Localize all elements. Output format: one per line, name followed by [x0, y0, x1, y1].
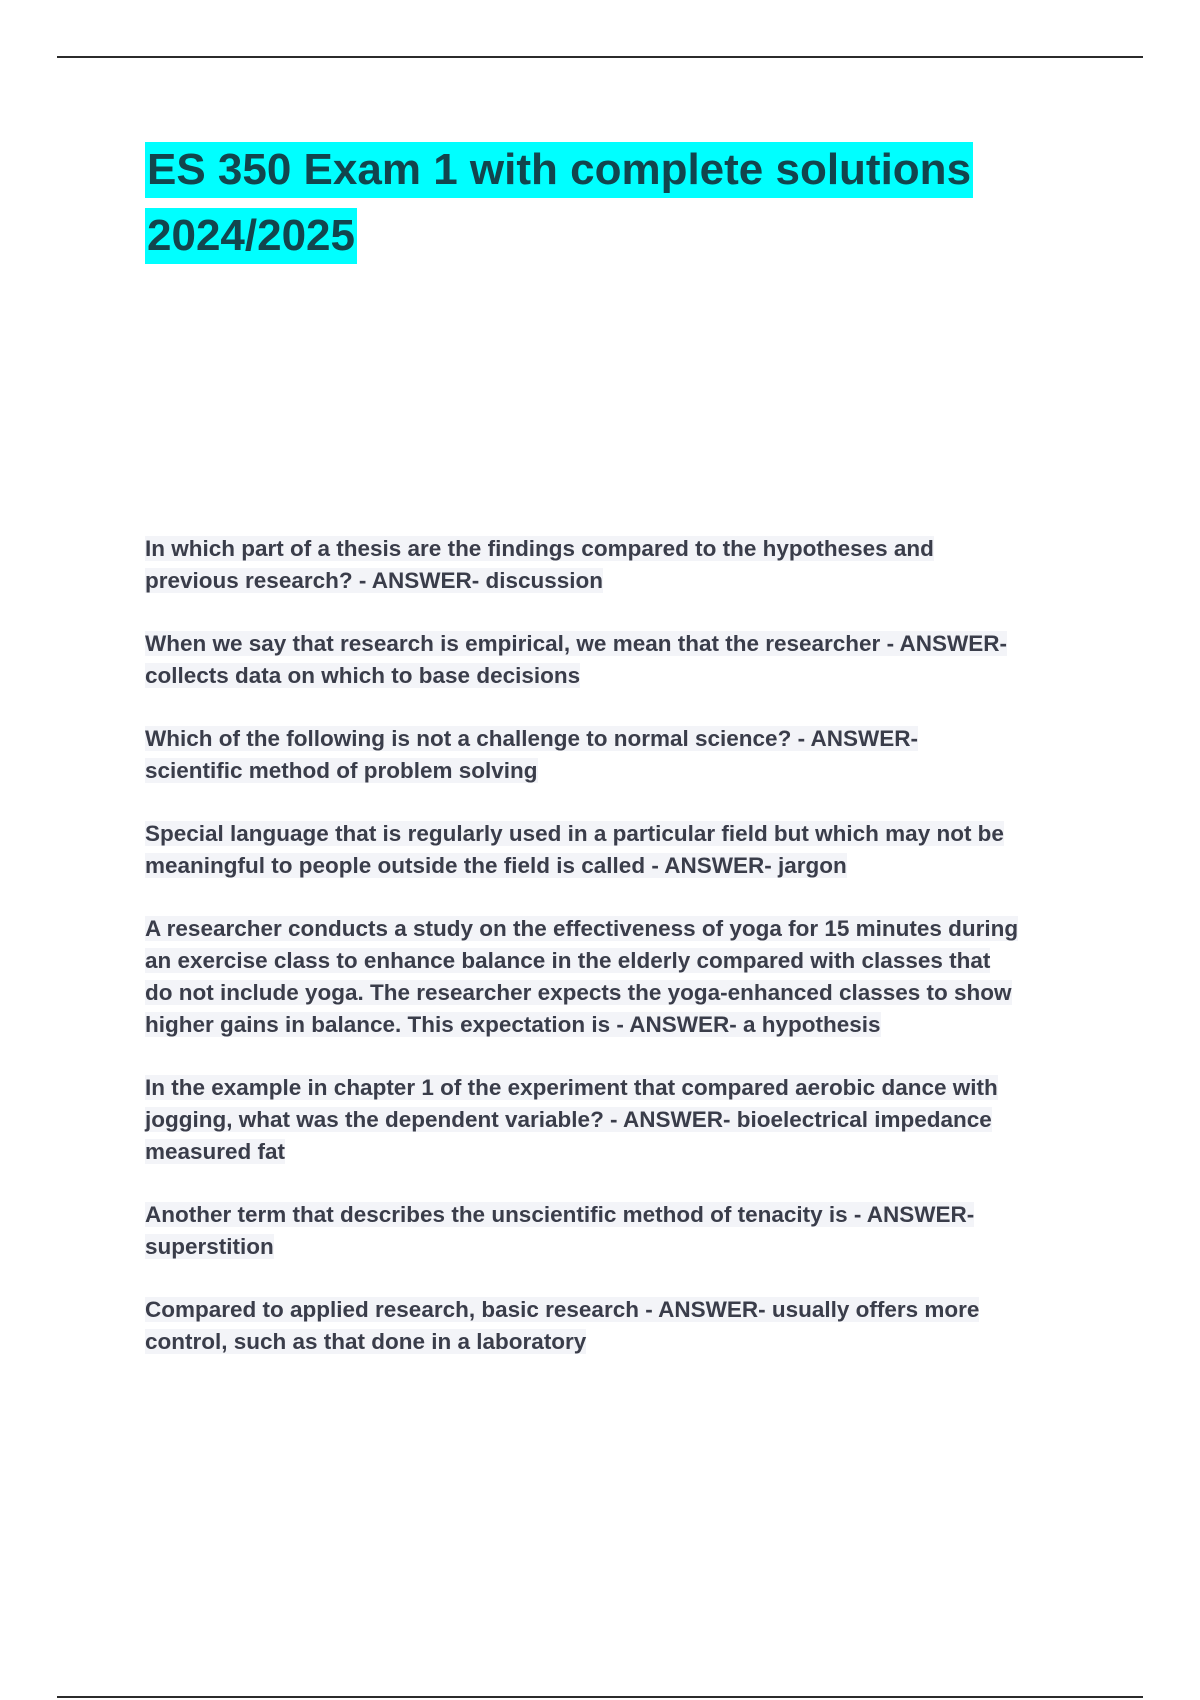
qa-line: collects data on which to base decisions	[145, 663, 581, 688]
qa-item-2	[145, 628, 1095, 692]
qa-line: do not include yoga. The researcher expects the yoga-enhanced classes to show	[145, 980, 1012, 1005]
qa-line: jogging, what was the dependent variable? - ANSWER- bioelectrical impedance	[145, 1107, 992, 1132]
qa-line: measured fat	[145, 1139, 286, 1164]
bottom-rule	[57, 1696, 1143, 1698]
qa-line: scientific method of problem solving	[145, 758, 538, 783]
qa-line: When we say that research is empirical, we mean that the researcher - ANSWER-	[145, 631, 1007, 656]
qa-line: Which of the following is not a challenge to normal science? - ANSWER-	[145, 726, 918, 751]
qa-line: superstition	[145, 1234, 274, 1259]
qa-item-4	[145, 818, 1095, 882]
document-title	[145, 142, 1045, 274]
qa-line: meaningful to people outside the field is called - ANSWER- jargon	[145, 853, 847, 878]
qa-item-5	[145, 913, 1095, 1041]
qa-line: control, such as that done in a laboratory	[145, 1329, 587, 1354]
qa-item-7	[145, 1199, 1095, 1263]
top-rule	[57, 56, 1143, 58]
qa-line: an exercise class to enhance balance in the elderly compared with classes that	[145, 948, 991, 973]
qa-list	[145, 533, 1095, 1389]
qa-line: Compared to applied research, basic research - ANSWER- usually offers more	[145, 1297, 980, 1322]
qa-line: higher gains in balance. This expectation is - ANSWER- a hypothesis	[145, 1012, 881, 1037]
qa-item-1	[145, 533, 1095, 597]
qa-item-6	[145, 1072, 1095, 1168]
qa-item-3	[145, 723, 1095, 787]
qa-line: In which part of a thesis are the findings compared to the hypotheses and	[145, 536, 934, 561]
title-line-2: 2024/2025	[145, 208, 357, 264]
qa-line: A researcher conducts a study on the effectiveness of yoga for 15 minutes during	[145, 916, 1019, 941]
qa-line: Another term that describes the unscientific method of tenacity is - ANSWER-	[145, 1202, 975, 1227]
qa-item-8	[145, 1294, 1095, 1358]
title-line-1: ES 350 Exam 1 with complete solutions	[145, 142, 973, 198]
qa-line: previous research? - ANSWER- discussion	[145, 568, 604, 593]
qa-line: In the example in chapter 1 of the experiment that compared aerobic dance with	[145, 1075, 998, 1100]
qa-line: Special language that is regularly used in a particular field but which may not be	[145, 821, 1004, 846]
